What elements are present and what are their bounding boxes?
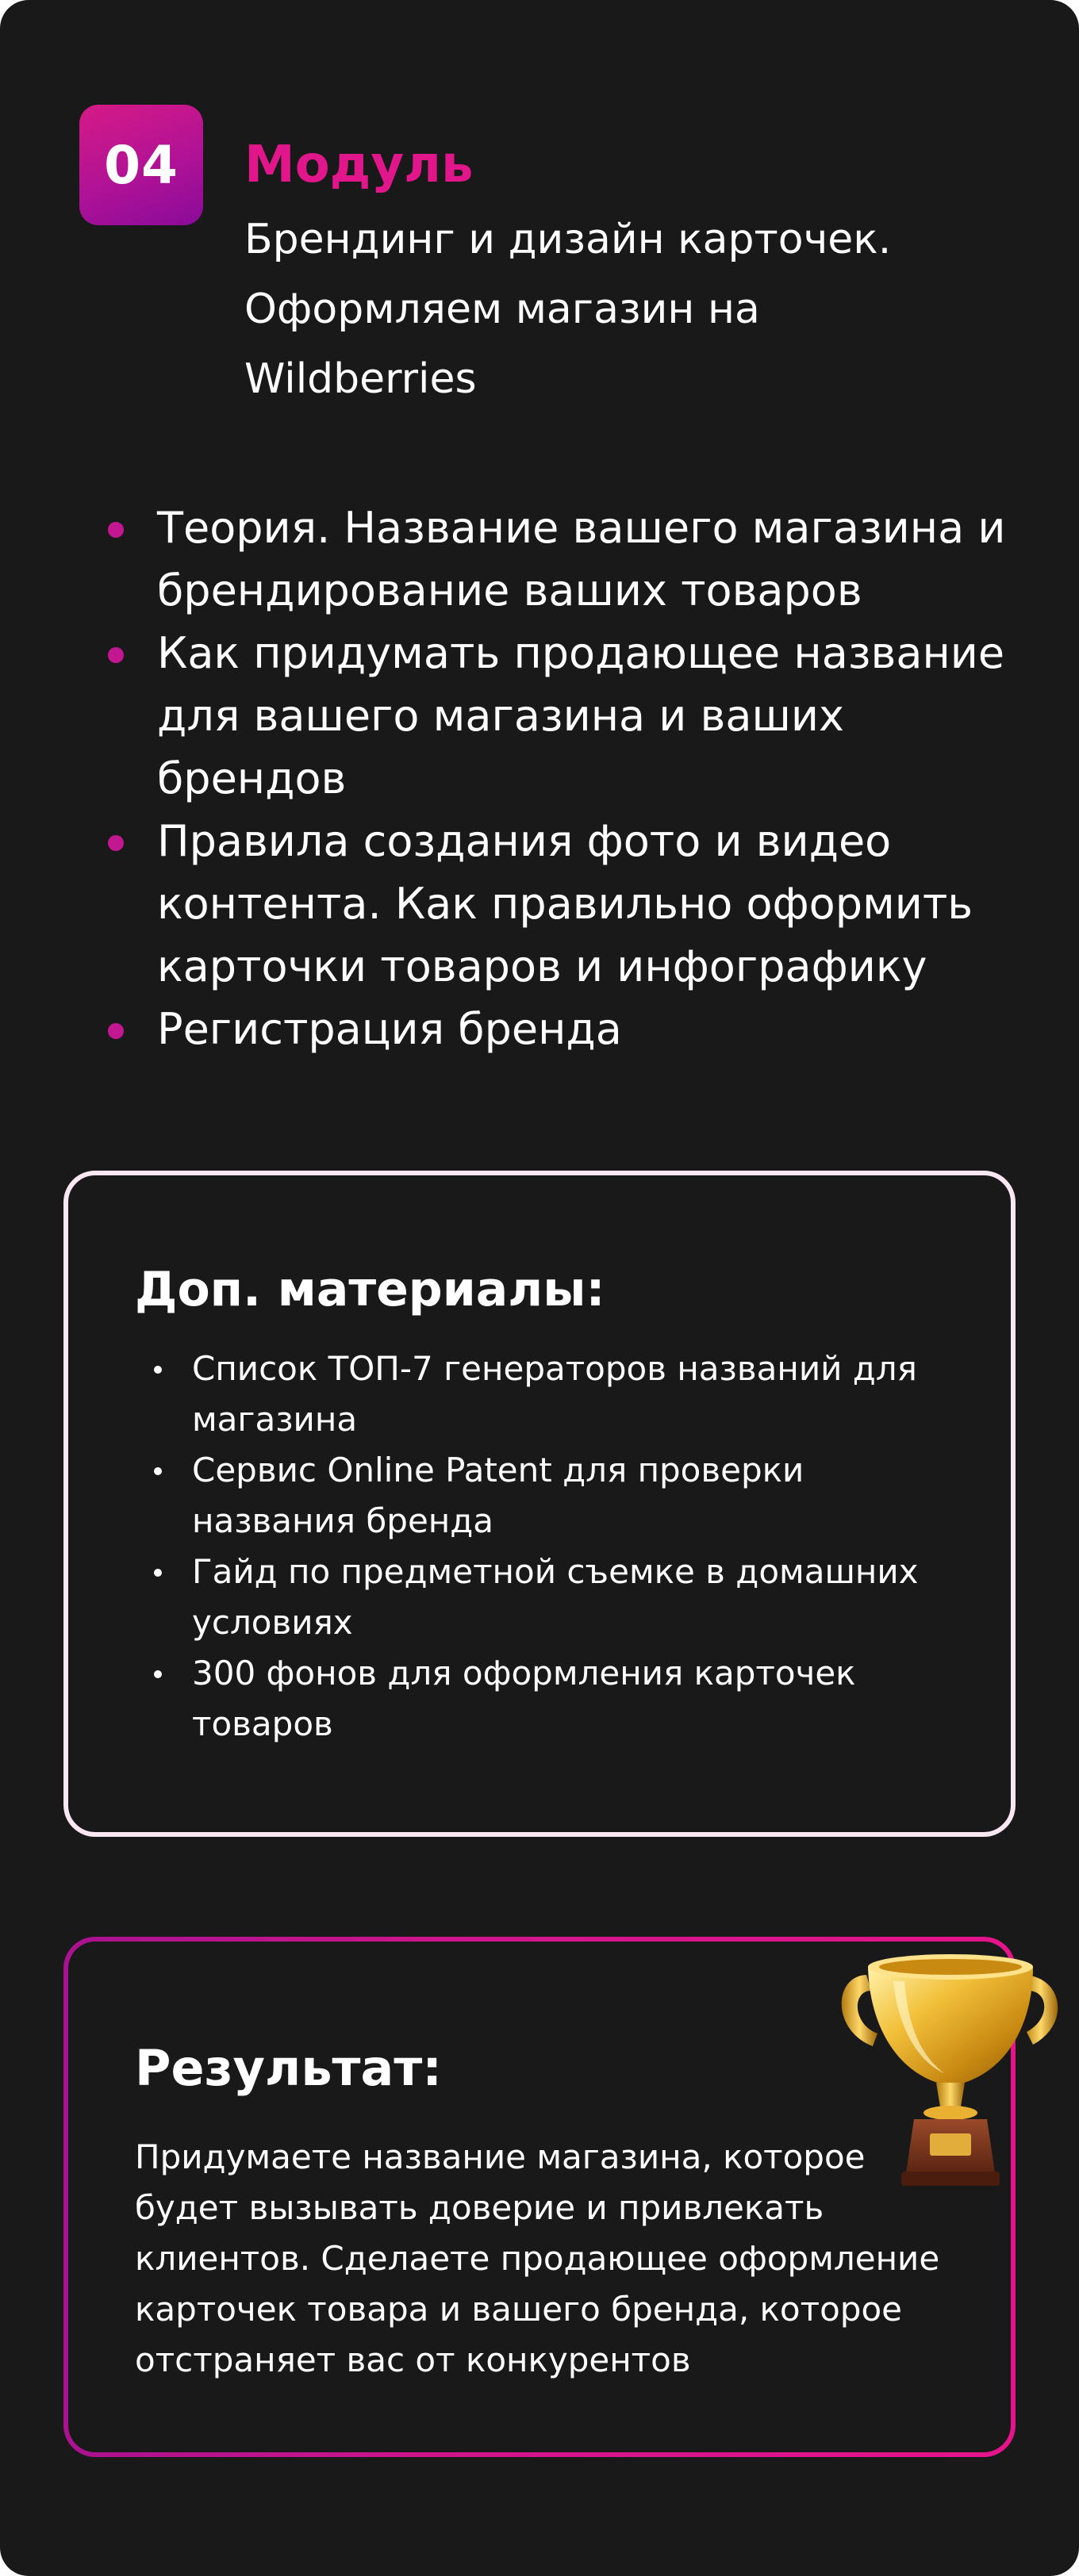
module-number: 04 — [104, 134, 179, 196]
bullet-icon — [108, 835, 124, 851]
topic-text: Регистрация бренда — [157, 1004, 622, 1054]
topic-item — [103, 998, 1039, 1060]
bullet-icon — [154, 1366, 162, 1374]
materials-item-text: Сервис Online Patent для проверки названия бренда — [192, 1451, 804, 1540]
topics-list — [103, 496, 1039, 1060]
materials-item — [154, 1445, 963, 1547]
materials-item-text: Список ТОП-7 генераторов названий для магазина — [192, 1349, 917, 1439]
topic-item — [103, 810, 1039, 998]
bullet-icon — [154, 1467, 162, 1475]
module-label: Модуль — [244, 136, 474, 194]
result-text: Придумаете название магазина, которое будет вызывать доверие и привлекать клиентов. Сделаете продающее оформление карточек товара и вашего бренда, которое отстраняет вас от конкурентов — [135, 2137, 940, 2379]
topic-item — [103, 622, 1039, 810]
module-title: Брендинг и дизайн карточек. Оформляем магазин на Wildberries — [244, 216, 892, 403]
bullet-icon — [108, 647, 124, 663]
materials-list — [154, 1344, 963, 1750]
materials-item — [154, 1547, 963, 1648]
materials-box — [63, 1171, 1016, 1837]
topic-item — [103, 496, 1039, 622]
topic-text: Как придумать продающее название для вашего магазина и ваших брендов — [157, 628, 1005, 803]
materials-item — [154, 1344, 963, 1445]
materials-item-text: Гайд по предметной съемке в домашних условиях — [192, 1552, 919, 1642]
bullet-icon — [154, 1569, 162, 1577]
topic-text: Правила создания фото и видео контента. Как правильно оформить карточки товаров и инфографику — [157, 816, 973, 991]
bullet-icon — [108, 522, 124, 538]
materials-item — [154, 1648, 963, 1750]
bullet-icon — [154, 1670, 162, 1678]
module-number-badge — [79, 105, 203, 225]
topic-text: Теория. Название вашего магазина и брендирование ваших товаров — [157, 503, 1006, 615]
materials-title: Доп. материалы: — [135, 1262, 605, 1317]
result-title: Результат: — [135, 2039, 443, 2097]
trophy-icon — [825, 1935, 1079, 2197]
materials-item-text: 300 фонов для оформления карточек товаров — [192, 1654, 856, 1743]
bullet-icon — [108, 1023, 124, 1039]
